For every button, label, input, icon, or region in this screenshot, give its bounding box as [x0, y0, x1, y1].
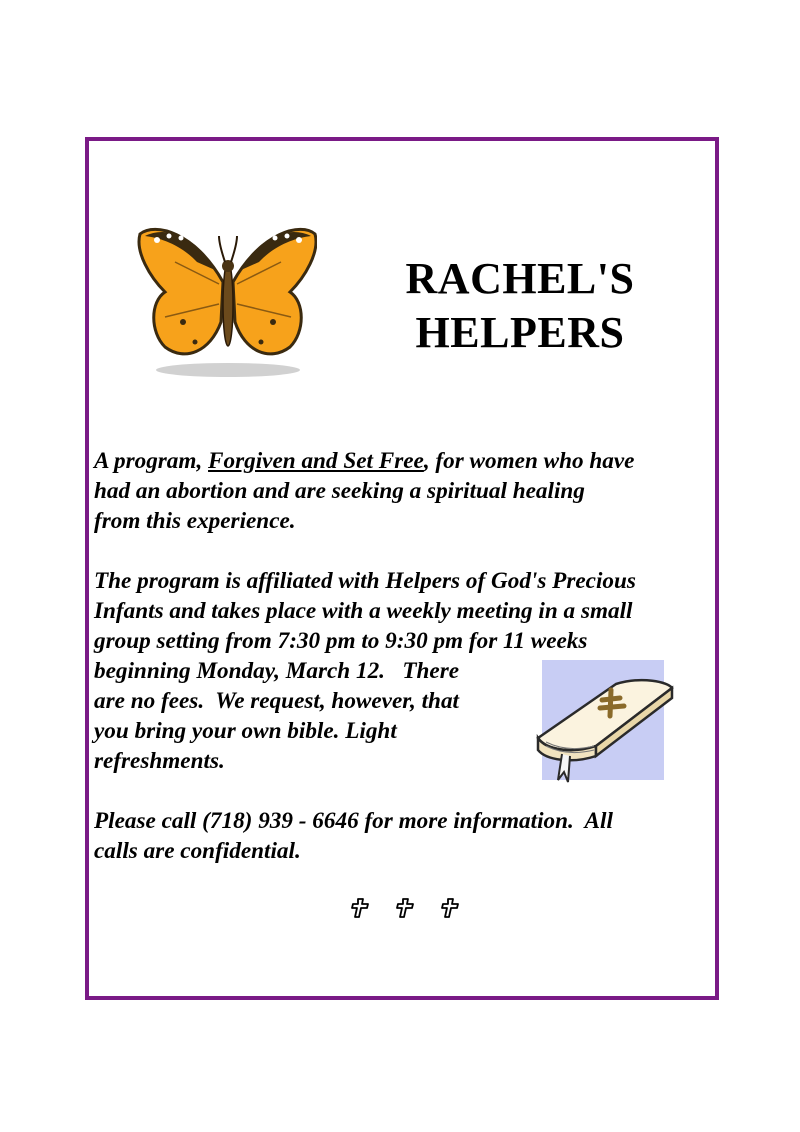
details-line: are no fees. We request, however, that — [94, 688, 459, 714]
program-name: Forgiven and Set Free — [208, 448, 424, 474]
contact-line-2: calls are confidential. — [94, 838, 301, 864]
butterfly-icon — [135, 222, 317, 382]
details-line: refreshments. — [94, 748, 225, 774]
cross-ornaments — [350, 898, 460, 922]
intro-line-3: from this experience. — [94, 508, 296, 534]
title-line-1: RACHEL'S — [405, 254, 635, 303]
title-line-2: HELPERS — [415, 308, 625, 357]
cross-icon — [440, 898, 460, 918]
intro-post: , for women who have — [423, 448, 635, 474]
contact-line-1: Please call (718) 939 - 6646 for more information. All — [94, 808, 613, 834]
intro-pre: A program, — [94, 448, 209, 474]
intro-line-1 — [94, 446, 714, 476]
intro-paragraph — [94, 446, 714, 536]
page-title — [380, 252, 660, 360]
details-line: you bring your own bible. Light — [94, 718, 397, 744]
cross-icon — [350, 898, 370, 918]
details-line: The program is affiliated with Helpers of God's Precious — [94, 568, 636, 594]
contact-paragraph — [94, 806, 714, 866]
details-line: Infants and takes place with a weekly meeting in a small — [94, 598, 633, 624]
cross-icon — [395, 898, 415, 918]
intro-line-2: had an abortion and are seeking a spiritual healing — [94, 478, 585, 504]
bible-icon — [532, 660, 676, 784]
details-line: group setting from 7:30 pm to 9:30 pm for 11 weeks — [94, 628, 588, 654]
details-line: beginning Monday, March 12. There — [94, 658, 460, 684]
